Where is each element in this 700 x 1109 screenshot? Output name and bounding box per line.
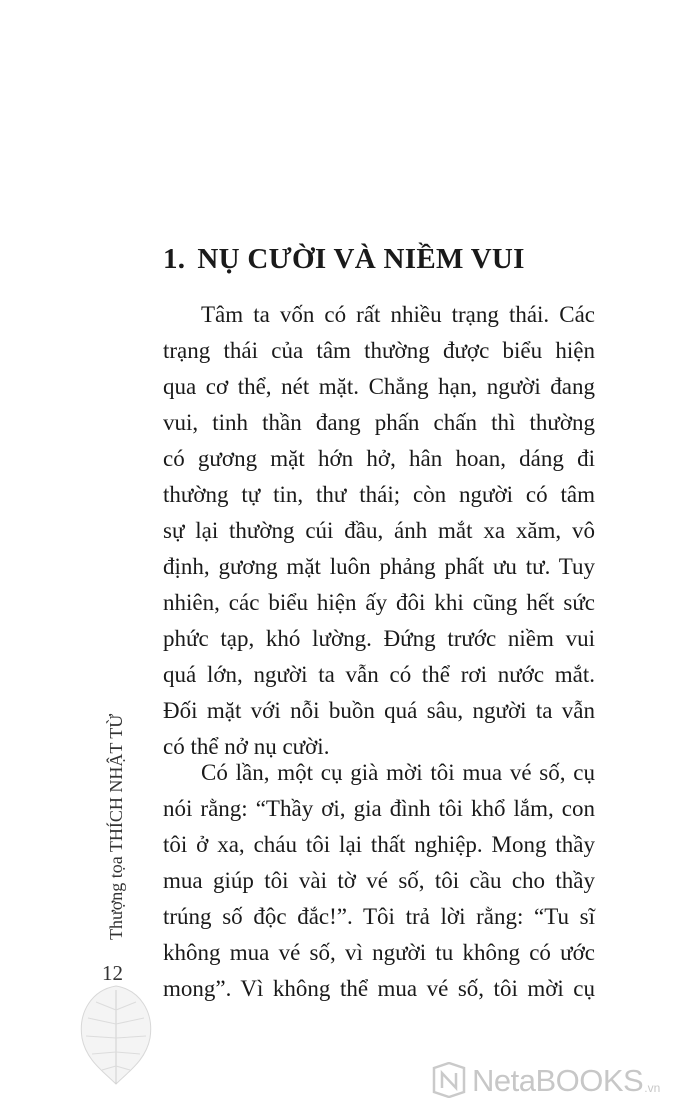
watermark-suffix: .vn xyxy=(644,1081,661,1095)
text-line: sự lại thường cúi đầu, ánh mắt xa xăm, vô xyxy=(163,518,595,543)
text-line: trạng thái của tâm thường được biểu hiện xyxy=(163,338,595,363)
text-line: thường tự tin, thư thái; còn người có tâm xyxy=(163,482,595,507)
text-line: qua cơ thể, nét mặt. Chẳng hạn, người đang xyxy=(163,374,595,399)
text-line: nói rằng: “Thầy ơi, gia đình tôi khổ lắm, con xyxy=(163,796,595,821)
netabooks-logo-icon xyxy=(430,1062,468,1098)
text-line: Có lần, một cụ già mời tôi mua vé số, cụ xyxy=(201,760,595,785)
text-line: có gương mặt hớn hở, hân hoan, dáng đi xyxy=(163,446,595,471)
text-line: phức tạp, khó lường. Đứng trước niềm vui xyxy=(163,626,595,651)
text-line: định, gương mặt luôn phảng phất ưu tư. Tuy xyxy=(163,554,595,579)
watermark xyxy=(430,1062,660,1098)
text-line: mong”. Vì không thể mua vé số, tôi mời cụ xyxy=(163,976,595,1001)
bodhi-leaf-icon xyxy=(74,980,158,1090)
text-line: có thể nở nụ cười. xyxy=(163,734,330,759)
author-title-vertical: Thượng tọa THÍCH NHẬT TỪ xyxy=(106,713,126,940)
text-line: tôi ở xa, cháu tôi lại thất nghiệp. Mong thầy xyxy=(163,832,595,857)
text-line: trúng số độc đắc!”. Tôi trả lời rằng: “Tu sĩ xyxy=(163,904,595,929)
section-title: NỤ CƯỜI VÀ NIỀM VUI xyxy=(197,243,525,275)
section-heading xyxy=(163,243,525,276)
text-line: vui, tinh thần đang phấn chấn thì thường xyxy=(163,410,595,435)
text-line: Tâm ta vốn có rất nhiều trạng thái. Các xyxy=(201,302,595,327)
text-line: nhiên, các biểu hiện ấy đôi khi cũng hết sức xyxy=(163,590,595,615)
text-line: quá lớn, người ta vẫn có thể rơi nước mắt. xyxy=(163,662,595,687)
text-line: Đối mặt với nỗi buồn quá sâu, người ta vẫn xyxy=(163,698,595,723)
page-number: 12 xyxy=(102,961,123,985)
section-number: 1. xyxy=(163,243,186,275)
text-line: mua giúp tôi vài tờ vé số, tôi cầu cho thầy xyxy=(163,868,595,893)
text-line: không mua vé số, vì người tu không có ước xyxy=(163,940,595,965)
watermark-text: NetaBOOKS xyxy=(472,1063,644,1098)
